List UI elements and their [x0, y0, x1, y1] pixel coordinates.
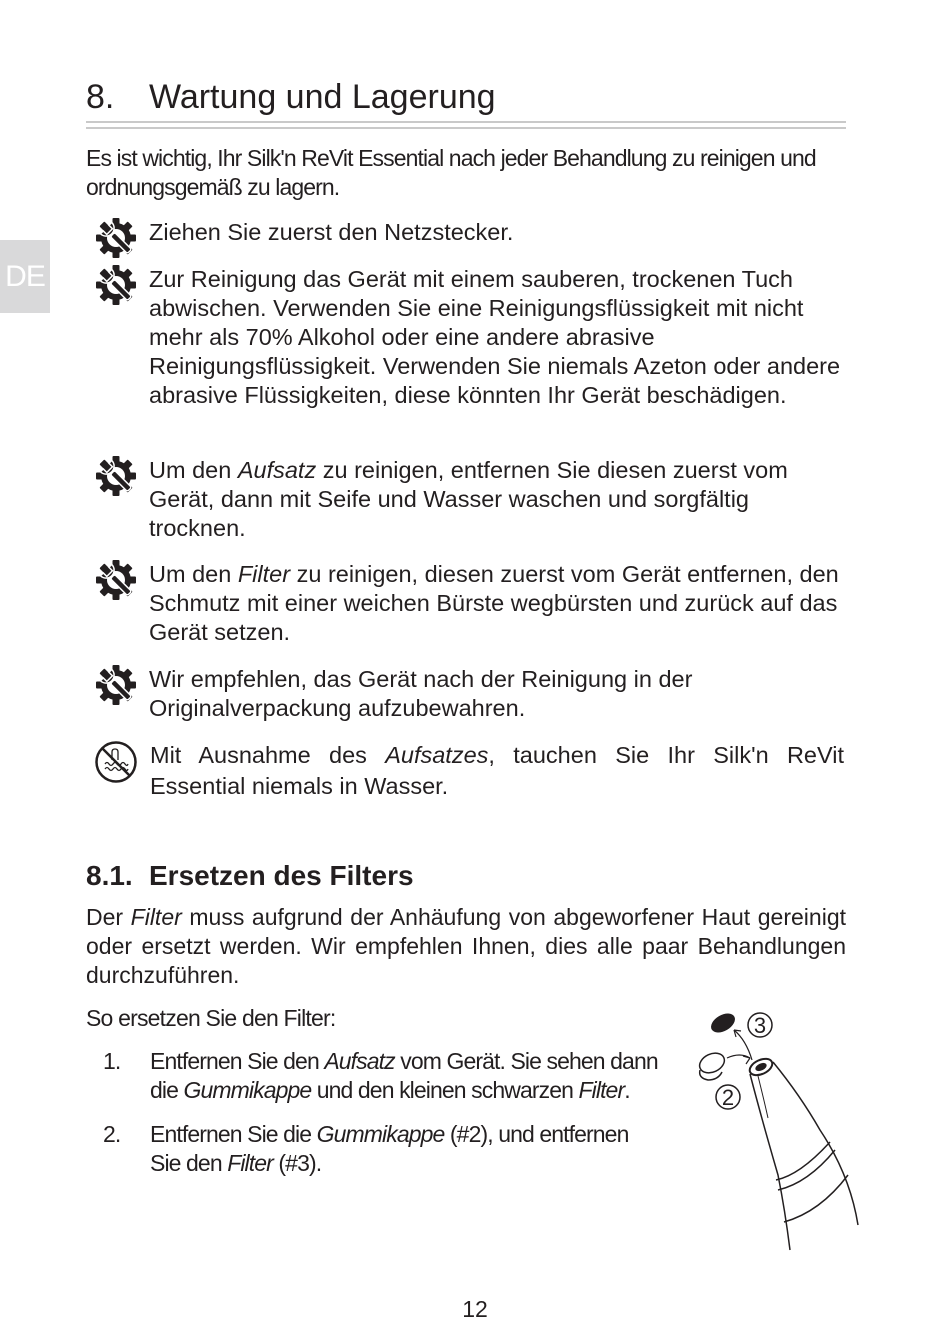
- step-text: Um den Aufsatz zu reinigen, entfernen Sie diesen zuerst vom Gerät, dann mit Seife und Wasser waschen und sorgfältig trocknen.: [149, 457, 788, 541]
- step-text: Ziehen Sie zuerst den Netzstecker.: [149, 219, 514, 245]
- section-number: 8.: [86, 78, 115, 116]
- step-item: [94, 456, 854, 543]
- step-item: [94, 665, 854, 723]
- section-title-text: Wartung und Lagerung: [149, 78, 496, 116]
- intro-paragraph: Es ist wichtig, Ihr Silk'n ReVit Essential nach jeder Behandlung zu reinigen und ordnungsgemäß zu lagern.: [86, 145, 816, 200]
- step-text: Um den Filter zu reinigen, diesen zuerst vom Gerät entfernen, den Schmutz mit einer weichen Bürste wegbürsten und zurück auf das Gerät setzen.: [149, 561, 839, 645]
- gear-wrench-icon: [94, 216, 138, 260]
- list-number: 1.: [103, 1048, 121, 1074]
- list-item: [103, 1047, 663, 1105]
- step-item: [94, 265, 854, 410]
- list-number: 2.: [103, 1121, 121, 1147]
- list-item: [103, 1120, 663, 1178]
- step-item: [94, 560, 854, 647]
- no-water-icon: [94, 740, 138, 784]
- device-illustration: [690, 1000, 870, 1260]
- page-number: 12: [462, 1296, 488, 1322]
- label-filter: 3: [753, 1013, 767, 1038]
- subsection-number: 8.1.: [86, 860, 133, 891]
- list-text: Entfernen Sie die Gummikappe (#2), und entfernen Sie den Filter (#3).: [150, 1121, 629, 1176]
- list-text: Entfernen Sie den Aufsatz vom Gerät. Sie sehen dann die Gummikappe und den kleinen schwarzen Filter.: [150, 1048, 658, 1103]
- warning-note: [94, 740, 854, 802]
- gear-wrench-icon: [94, 263, 138, 307]
- language-tab: DE: [0, 240, 50, 313]
- step-text: Wir empfehlen, das Gerät nach der Reinigung in der Originalverpackung aufzubewahren.: [149, 666, 693, 721]
- step-text: Zur Reinigung das Gerät mit einem sauberen, trockenen Tuch abwischen. Verwenden Sie eine Reinigungsflüssigkeit mit nicht mehr als 70% Alkohol oder eine andere abrasive Reinigungsflüssigkeit. Verwenden Sie niemals Azeton oder andere abrasive Flüssigkeiten, diese könnten Ihr Gerät beschädigen.: [149, 266, 841, 408]
- instructions-lead: So ersetzen Sie den Filter:: [86, 1005, 336, 1031]
- gear-wrench-icon: [94, 454, 138, 498]
- label-cap: 2: [721, 1085, 735, 1110]
- gear-wrench-icon: [94, 663, 138, 707]
- subsection-title-text: Ersetzen des Filters: [149, 860, 414, 891]
- section-title: [86, 78, 496, 117]
- filter-paragraph: Der Filter muss aufgrund der Anhäufung von abgeworfener Haut gereinigt oder ersetzt werden. Wir empfehlen Ihnen, dies alle paar Behandlungen durchzuführen.: [86, 904, 846, 988]
- step-item: [94, 218, 854, 260]
- warning-text: Mit Ausnahme des Aufsatzes, tauchen Sie Ihr Silk'n ReVit Essential niemals in Wasser.: [150, 742, 845, 799]
- title-divider: [86, 121, 846, 129]
- rubber-cap: [696, 1049, 727, 1076]
- filter-disc: [708, 1010, 739, 1037]
- gear-wrench-icon: [94, 558, 138, 602]
- subsection-title: [86, 860, 414, 892]
